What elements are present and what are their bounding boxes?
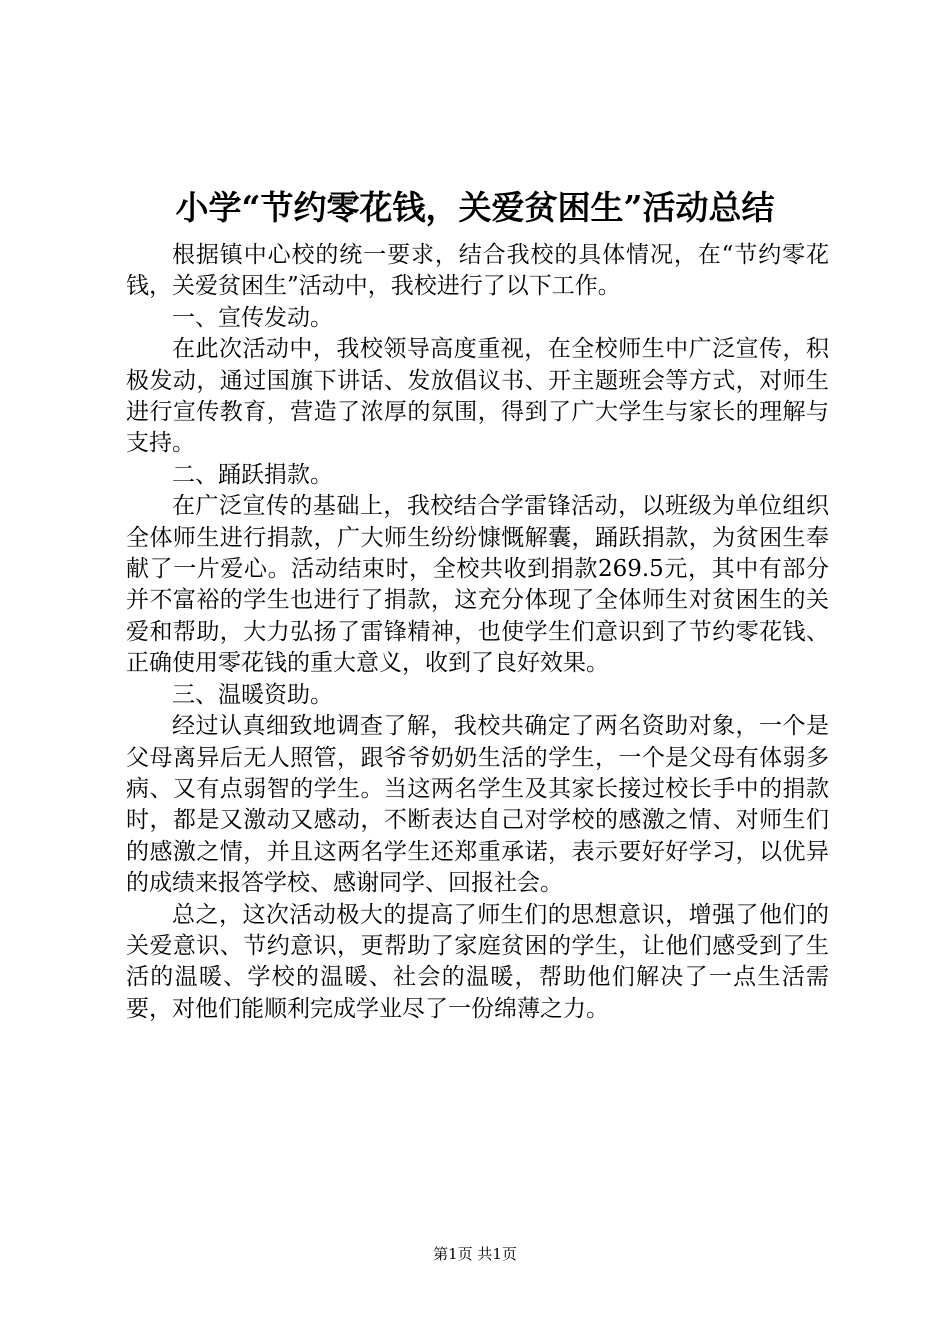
section-heading-1: 一、宣传发动。: [172, 304, 333, 331]
paragraph-section-1: 在此次活动中，我校领导高度重视，在全校师生中广泛宣传，积极发动，通过国旗下讲话、发放倡议书、开主题班会等方式，对师生进行宣传教育，营造了浓厚的氛围，得到了广大学生与家长的理解与支持。: [126, 336, 829, 457]
paragraph-conclusion: 总之，这次活动极大的提高了师生们的思想意识，增强了他们的关爱意识、节约意识，更帮助了家庭贫困的学生，让他们感受到了生活的温暖、学校的温暖、社会的温暖，帮助他们解决了一点生活需要，对他们能顺利完成学业尽了一份绵薄之力。: [126, 901, 829, 1022]
section-heading-2: 二、踊跃捐款。: [172, 461, 333, 488]
paragraph-section-3: 经过认真细致地调查了解，我校共确定了两名资助对象，一个是父母离异后无人照管，跟爷爷奶奶生活的学生，一个是父母有体弱多病、又有点弱智的学生。当这两名学生及其家长接过校长手中的捐款时，都是又激动又感动，不断表达自己对学校的感激之情、对师生们的感激之情，并且这两名学生还郑重承诺，表示要好好学习，以优异的成绩来报答学校、感谢同学、回报社会。: [126, 713, 829, 897]
paragraph-intro: 根据镇中心校的统一要求，结合我校的具体情况，在“节约零花钱，关爱贫困生”活动中，我校进行了以下工作。: [126, 242, 829, 300]
document-body: [126, 240, 829, 1025]
paragraph-section-2: 在广泛宣传的基础上，我校结合学雷锋活动，以班级为单位组织全体师生进行捐款，广大师生纷纷慷慨解囊，踊跃捐款，为贫困生奉献了一片爱心。活动结束时，全校共收到捐款269.5元，其中有部分并不富裕的学生也进行了捐款，这充分体现了全体师生对贫困生的关爱和帮助，大力弘扬了雷锋精神，也使学生们意识到了节约零花钱、正确使用零花钱的重大意义，收到了良好效果。: [126, 493, 829, 677]
document-title: 小学“节约零花钱，关爱贫困生”活动总结: [175, 188, 775, 227]
section-heading-3: 三、温暖资助。: [172, 681, 333, 708]
page-footer: 第1页 共1页: [433, 1245, 517, 1263]
